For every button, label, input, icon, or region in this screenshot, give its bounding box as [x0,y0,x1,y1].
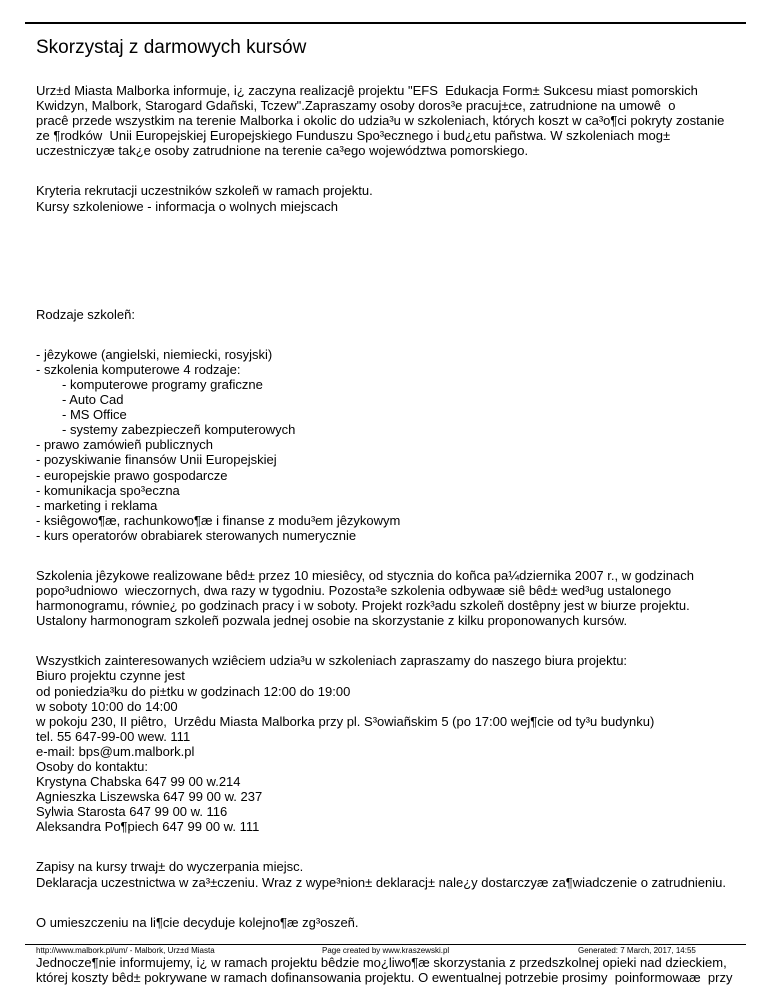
text-line: ze ¶rodków Unii Europejskiej Europejskiego Funduszu Spo³ecznego i bud¿etu pañstwa. W szkoleniach mog± [36,128,671,144]
training-types-list [36,347,748,543]
footer-generated-date: Generated: 7 March, 2017, 14:55 [578,946,696,955]
list-item: - komunikacja spo³eczna [36,482,180,498]
text-line: Jednocze¶nie informujemy, i¿ w ramach projektu bêdzie mo¿liwo¶æ skorzystania z przedszkolnej opieki nad dzieckiem, [36,954,727,970]
list-item: - szkolenia komputerowe 4 rodzaje: [36,361,241,377]
text-line: Kwidzyn, Malbork, Starogard Gdañski, Tczew".Zapraszamy osoby doros³e pracuj±ce, zatrudnione na umowê o [36,98,676,114]
text-line: Szkolenia jêzykowe realizowane bêd± przez 10 miesiêcy, od stycznia do koñca pa¼dziernika 2007 r., w godzinach [36,567,694,583]
text-line: harmonogramu, równie¿ po godzinach pracy i w soboty. Projekt rozk³adu szkoleñ dostêpny jest w biurze projektu. [36,598,690,614]
types-heading: Rodzaje szkoleñ: [36,306,135,322]
contact-person: Sylwia Starosta 647 99 00 w. 116 [36,804,228,820]
list-item: - kurs operatorów obrabiarek sterowanych numerycznie [36,527,357,543]
schedule-paragraph [36,568,748,628]
email-line[interactable]: e-mail: bps@um.malbork.pl [36,743,195,759]
contact-person: Aleksandra Po¶piech 647 99 00 w. 111 [36,819,260,835]
list-item: - pozyskiwanie finansów Unii Europejskiej [36,452,277,468]
list-item: - komputerowe programy graficzne [62,376,263,392]
text-line: Biuro projektu czynne jest [36,668,185,684]
contact-person: Krystyna Chabska 647 99 00 w.214 [36,774,241,790]
text-line: w soboty 10:00 do 14:00 [36,698,178,714]
list-item: - ksiêgowo¶æ, rachunkowo¶æ i finanse z modu³em jêzykowym [36,512,401,528]
text-line: której koszty bêd± pokrywane w ramach dofinansowania projektu. O ewentualnej potrzebie prosimy poinformowaæ przy [36,969,733,985]
link-free-places[interactable]: Kursy szkoleniowe - informacja o wolnych miejscach [36,198,339,214]
links-block [36,183,748,213]
link-recruitment-criteria[interactable]: Kryteria rekrutacji uczestników szkoleñ w ramach projektu. [36,183,373,199]
text-line: pracê przede wszystkim na terenie Malborka i okolic do udzia³u w szkoleniach, których koszt w ca³o¶ci pokryty zostanie [36,113,725,129]
page-title: Skorzystaj z darmowych kursów [36,37,307,58]
text-line: popo³udniowo wieczornych, dwa razy w tygodniu. Pozosta³e szkolenia odbywaæ siê bêd± wed³ug ustalonego [36,583,672,599]
contact-paragraph [36,653,748,834]
childcare-paragraph [36,955,748,985]
order-note: O umieszczeniu na li¶cie decyduje kolejno¶æ zg³oszeñ. [36,914,359,930]
text-line: Zapisy na kursy trwaj± do wyczerpania miejsc. [36,859,304,875]
list-item: - MS Office [62,407,127,423]
enrollment-paragraph [36,859,748,889]
text-line: w pokoju 230, II piêtro, Urzêdu Miasta Malborka przy pl. S³owiañskim 5 (po 17:00 wej¶cie od ty³u budynku) [36,713,655,729]
footer-source-url: http://www.malbork.pl/um/ - Malbork, Urz±d Miasta [36,946,215,955]
list-item: - prawo zamówieñ publicznych [36,437,214,453]
contact-person: Agnieszka Liszewska 647 99 00 w. 237 [36,789,263,805]
text-line: Urz±d Miasta Malborka informuje, i¿ zaczyna realizacjê projektu "EFS Edukacja Form± Sukcesu miast pomorskich [36,83,698,98]
text-line: Osoby do kontaktu: [36,759,149,774]
list-item: - Auto Cad [62,392,124,408]
top-rule [25,22,746,24]
text-line: Wszystkich zainteresowanych wziêciem udzia³u w szkoleniach zapraszamy do naszego biura projektu: [36,653,628,669]
text-line: Ustalony harmonogram szkoleñ pozwala jednej osobie na skorzystanie z kilku proponowanych kursów. [36,613,628,629]
list-item: - marketing i reklama [36,497,158,513]
list-item: - systemy zabezpieczeñ komputerowych [62,422,296,438]
text-line: Deklaracja uczestnictwa w za³±czeniu. Wraz z wype³nion± deklaracj± nale¿y dostarczyæ za¶wiadczenie o zatrudnieniu. [36,874,726,890]
list-item: - jêzykowe (angielski, niemiecki, rosyjski) [36,346,273,362]
text-line: uczestniczyæ tak¿e osoby zatrudnione na terenie ca³ego województwa pomorskiego. [36,143,529,159]
article-body [36,83,748,985]
footer-credit: Page created by www.kraszewski.pl [322,946,450,955]
footer-rule [25,944,746,945]
phone-line: tel. 55 647-99-00 wew. 111 [36,728,191,744]
intro-paragraph [36,83,748,158]
list-item: - europejskie prawo gospodarcze [36,467,228,483]
text-line: od poniedzia³ku do pi±tku w godzinach 12:00 do 19:00 [36,683,351,699]
